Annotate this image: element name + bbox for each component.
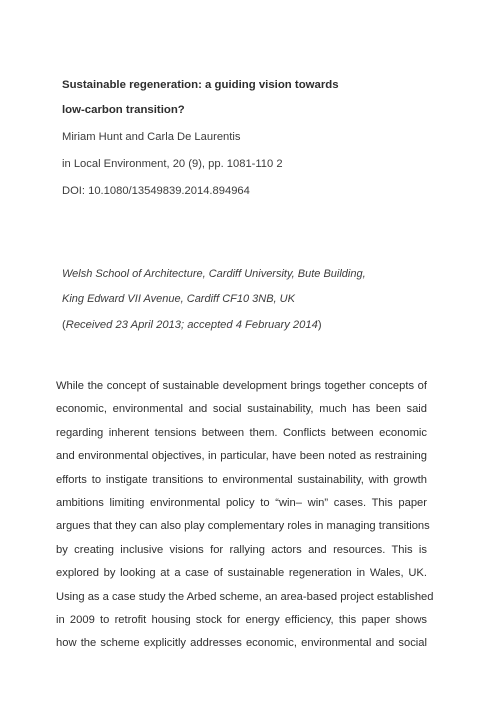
abstract-line: ambitions limiting environmental policy to “win– win” cases. This paper [56, 496, 427, 509]
paper-title-line-1: Sustainable regeneration: a guiding vision towards [62, 79, 339, 91]
abstract-line: by creating inclusive visions for rallying actors and resources. This is [56, 543, 427, 556]
abstract-line: While the concept of sustainable development brings together concepts of [56, 380, 427, 392]
abstract-line: Using as a case study the Arbed scheme, an area-based project established [56, 590, 434, 603]
affiliation-line-1: Welsh School of Architecture, Cardiff University, Bute Building, [62, 268, 366, 280]
received-dates-text: Received 23 April 2013; accepted 4 February 2014 [65, 319, 318, 331]
abstract-body [56, 375, 434, 656]
received-dates [62, 318, 322, 332]
abstract-line: efforts to instigate transitions to environmental sustainability, with growth [56, 473, 427, 486]
abstract-line: and environmental objectives, in particular, have been noted as restraining [56, 450, 427, 463]
abstract-line: economic, environmental and social sustainability, much has been said [56, 403, 427, 416]
authors: Miriam Hunt and Carla De Laurentis [62, 131, 241, 143]
abstract-line: how the scheme explicitly addresses economic, environmental and social [56, 637, 427, 650]
abstract-line: regarding inherent tensions between them. Conflicts between economic [56, 426, 427, 439]
abstract-line: in 2009 to retrofit housing stock for energy efficiency, this paper shows [56, 613, 427, 626]
received-paren-close: ) [317, 319, 322, 331]
citation: in Local Environment, 20 (9), pp. 1081-110 2 [62, 158, 283, 170]
doi: DOI: 10.1080/13549839.2014.894964 [62, 185, 250, 197]
abstract-line: argues that they can also play complementary roles in managing transitions [56, 520, 430, 533]
affiliation-line-2: King Edward VII Avenue, Cardiff CF10 3NB, UK [62, 293, 295, 305]
abstract-line: explored by looking at a case of sustainable regeneration in Wales, UK. [56, 567, 427, 580]
paper-title-line-2: low-carbon transition? [62, 104, 185, 116]
received-paren-open: ( [62, 319, 66, 331]
